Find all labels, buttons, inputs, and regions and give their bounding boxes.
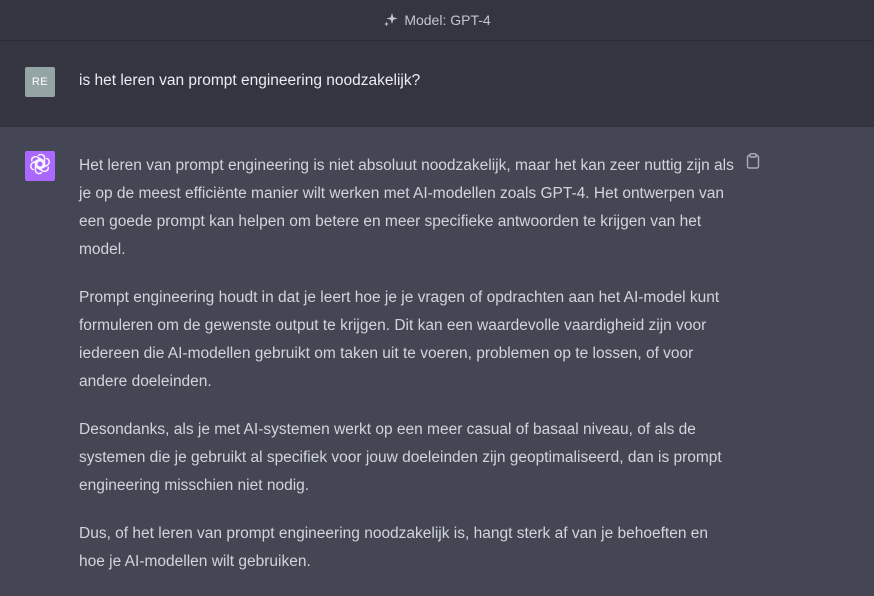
model-header xyxy=(0,0,874,41)
clipboard-icon xyxy=(746,153,760,174)
assistant-message-row xyxy=(0,127,874,589)
assistant-avatar xyxy=(25,151,55,181)
user-message-text: is het leren van prompt engineering noodzakelijk? xyxy=(79,72,421,89)
assistant-message-text xyxy=(79,152,734,596)
openai-logo-icon xyxy=(29,153,51,180)
sparkle-icon xyxy=(383,12,399,28)
copy-button[interactable] xyxy=(744,153,762,173)
user-message-row xyxy=(0,41,874,127)
answer-paragraph: Het leren van prompt engineering is niet absoluut noodzakelijk, maar het kan zeer nuttig zijn als je op de meest efficiënte manier wilt werken met AI-modellen zoals GPT-4. Het ontwerpen van een goede prompt kan helpen om betere en meer specifieke antwoorden te krijgen van het model. xyxy=(79,157,734,258)
answer-paragraph: Prompt engineering houdt in dat je leert hoe je je vragen of opdrachten aan het AI-model kunt formuleren om de gewenste output te krijgen. Dit kan een waardevolle vaardigheid zijn voor iedereen die AI-modellen gebruikt om taken uit te voeren, problemen op te lossen, of voor andere doeleinden. xyxy=(79,289,720,390)
answer-paragraph: Dus, of het leren van prompt engineering noodzakelijk is, hangt sterk af van je behoeften en hoe je AI-modellen wilt gebruiken. xyxy=(79,525,709,570)
answer-paragraph: Desondanks, als je met AI-systemen werkt op een meer casual of basaal niveau, of als de systemen die je gebruikt al specifiek voor jouw doeleinden zijn geoptimaliseerd, dan is prompt engineering misschien niet nodig. xyxy=(79,421,722,494)
user-avatar: RE xyxy=(25,67,55,97)
model-label: Model: GPT-4 xyxy=(404,12,491,28)
